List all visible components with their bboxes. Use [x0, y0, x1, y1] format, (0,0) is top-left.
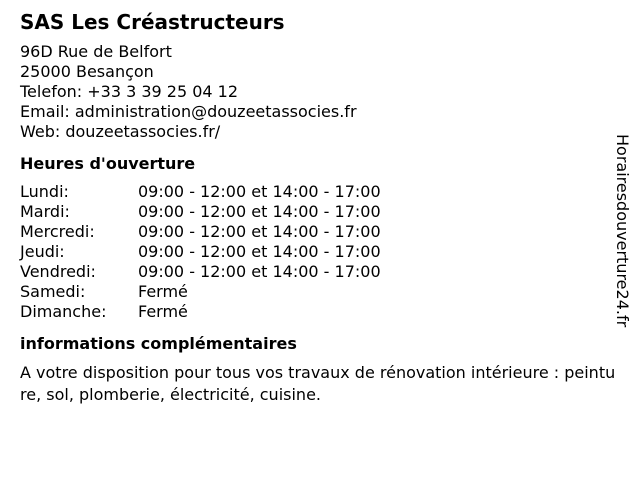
hours-time: 09:00 - 12:00 et 14:00 - 17:00: [138, 182, 381, 201]
address-line-1: 96D Rue de Belfort: [20, 42, 172, 61]
hours-day: Samedi:: [20, 282, 86, 301]
business-name: SAS Les Créastructeurs: [20, 10, 285, 34]
hours-row-saturday: [20, 282, 620, 302]
hours-day: Vendredi:: [20, 262, 96, 281]
hours-row-thursday: [20, 242, 620, 262]
hours-row-sunday: [20, 302, 620, 322]
address-line-2: 25000 Besançon: [20, 62, 154, 81]
hours-day: Mercredi:: [20, 222, 95, 241]
hours-time: 09:00 - 12:00 et 14:00 - 17:00: [138, 262, 381, 281]
hours-day: Mardi:: [20, 202, 70, 221]
hours-row-wednesday: [20, 222, 620, 242]
hours-row-tuesday: [20, 202, 620, 222]
site-branding: Horairesdouverture24.fr: [613, 134, 632, 328]
hours-day: Jeudi:: [20, 242, 65, 261]
info-heading: informations complémentaires: [20, 334, 297, 353]
hours-heading: Heures d'ouverture: [20, 154, 196, 173]
phone-line: Telefon: +33 3 39 25 04 12: [20, 82, 239, 101]
hours-time: 09:00 - 12:00 et 14:00 - 17:00: [138, 242, 381, 261]
info-text: A votre disposition pour tous vos travaux de rénovation intérieure : peinture, sol, plomberie, électricité, cuisine.: [20, 363, 616, 404]
hours-time: Fermé: [138, 302, 188, 321]
email-line: Email: administration@douzeetassocies.fr: [20, 102, 357, 121]
hours-day: Lundi:: [20, 182, 69, 201]
hours-row-friday: [20, 262, 620, 282]
hours-time: 09:00 - 12:00 et 14:00 - 17:00: [138, 222, 381, 241]
hours-day: Dimanche:: [20, 302, 107, 321]
hours-time: 09:00 - 12:00 et 14:00 - 17:00: [138, 202, 381, 221]
hours-time: Fermé: [138, 282, 188, 301]
hours-table: [20, 182, 620, 322]
business-card: [20, 10, 620, 406]
hours-row-monday: [20, 182, 620, 202]
web-line: Web: douzeetassocies.fr/: [20, 122, 221, 141]
